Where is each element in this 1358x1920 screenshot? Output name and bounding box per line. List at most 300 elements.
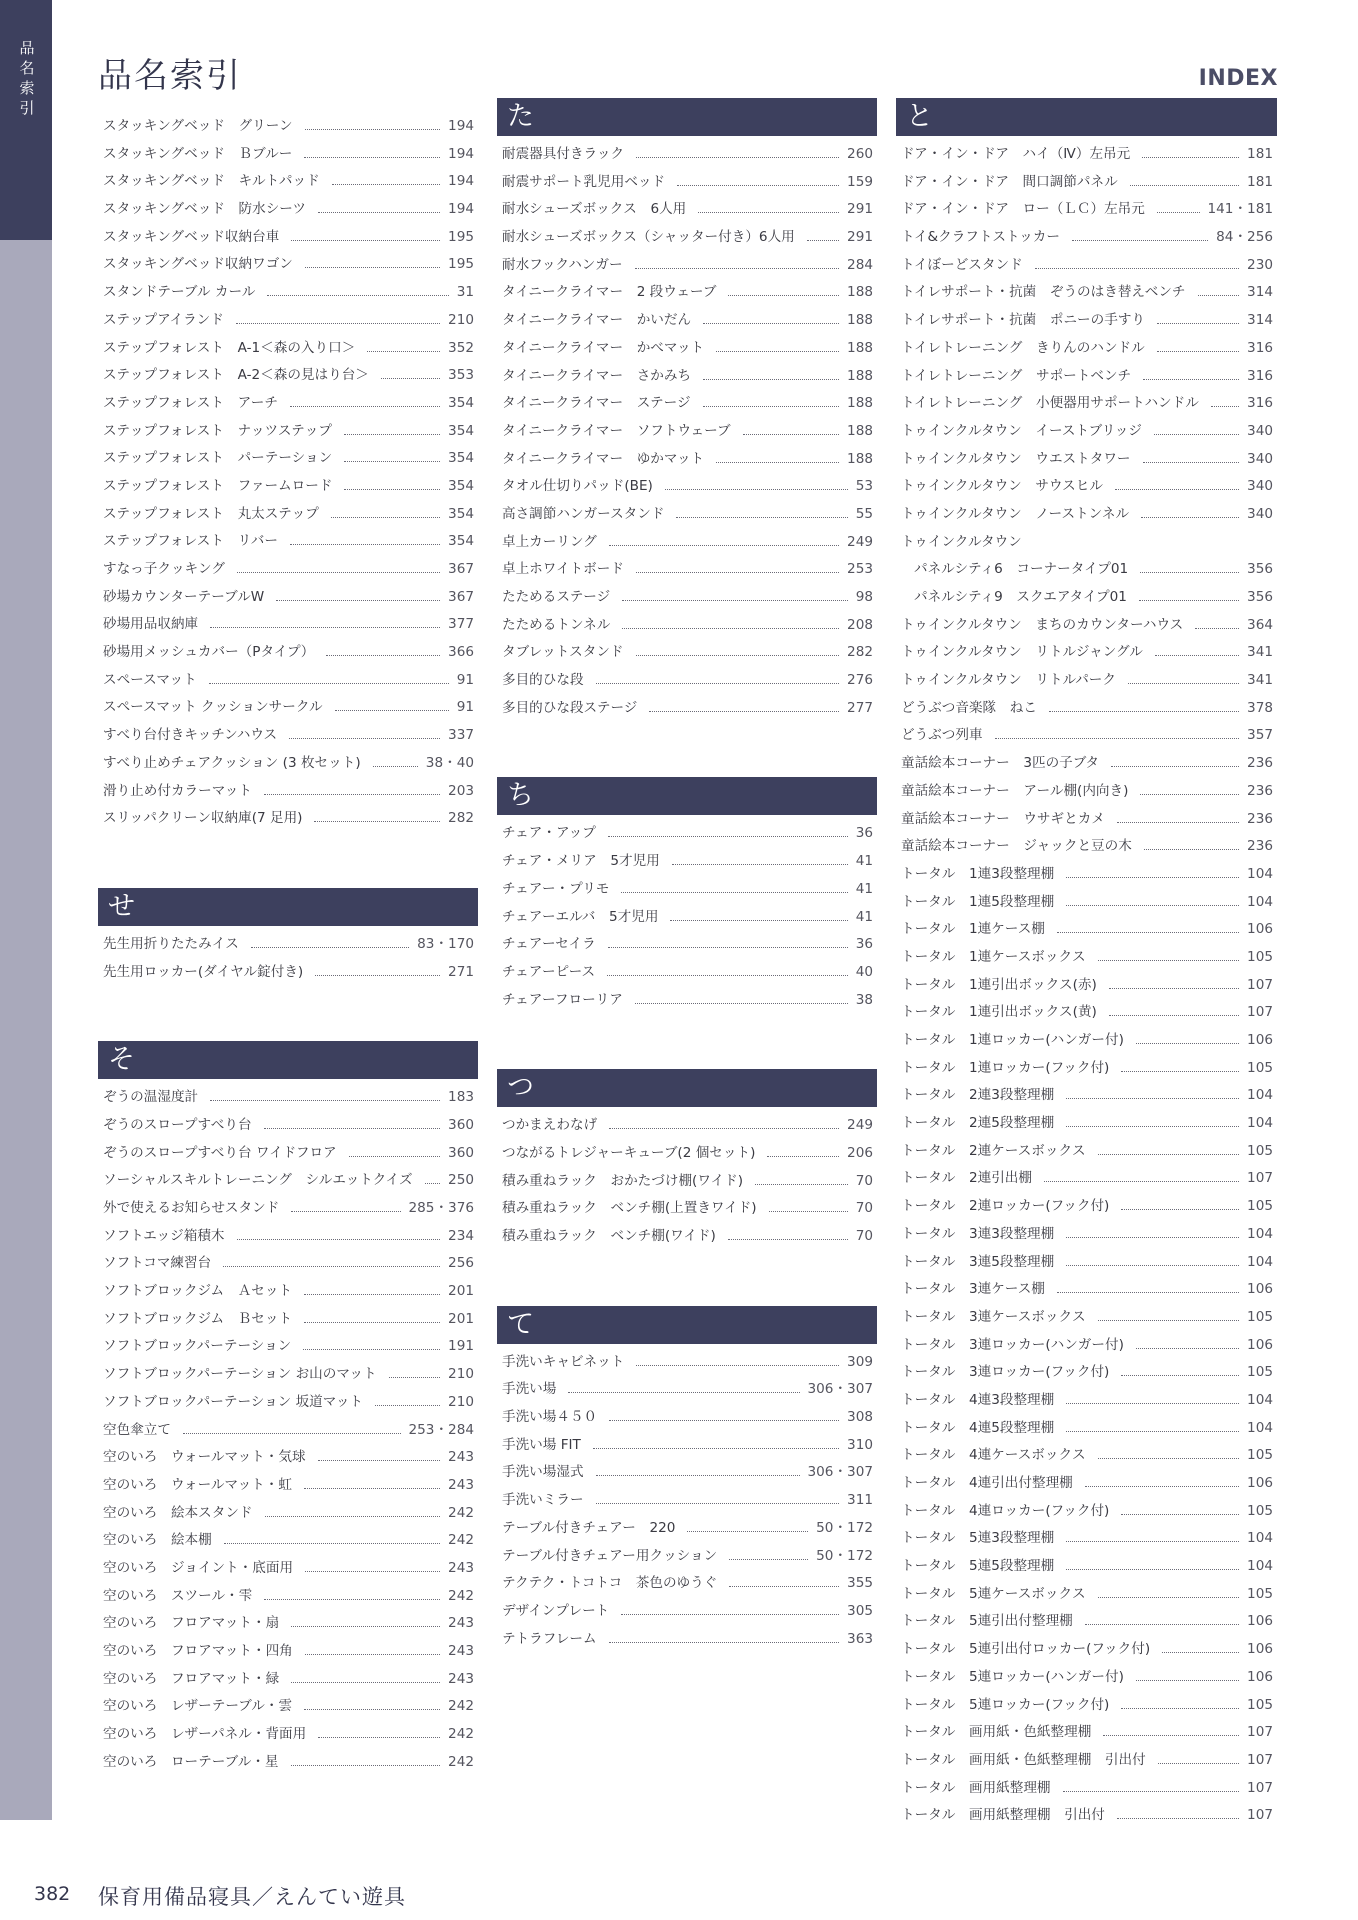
dot-leader [375, 1396, 440, 1406]
index-entry [98, 308, 478, 336]
index-entry [98, 197, 478, 225]
entry-page-number: 104 [1247, 1391, 1273, 1408]
entry-page-number: 249 [847, 1117, 873, 1134]
entry-name: つながるトレジャーキューブ(2 個セット) [502, 1144, 756, 1161]
dot-leader [1154, 425, 1239, 435]
entry-name: トータル 1連引出ボックス(赤) [901, 976, 1097, 993]
index-entry [896, 668, 1277, 696]
entry-page-number: 311 [847, 1492, 873, 1509]
entry-name: トータル 5連5段整理棚 [901, 1558, 1055, 1575]
index-entry [896, 751, 1277, 779]
index-entry [896, 447, 1277, 475]
entry-page-number: 364 [1247, 616, 1273, 633]
dot-leader [1057, 923, 1239, 933]
dot-leader [1211, 397, 1239, 407]
dot-leader [1140, 563, 1239, 573]
dot-leader [609, 1633, 839, 1643]
index-section [497, 1306, 877, 1655]
dot-leader [1121, 1062, 1239, 1072]
index-entry [497, 585, 877, 613]
entry-name: ドア・イン・ドア 間口調節パネル [901, 173, 1118, 190]
entry-page-number: 188 [847, 312, 873, 329]
entry-name: 童話絵本コーナー 3匹の子ブタ [901, 755, 1100, 772]
entry-name: 空のいろ スツール・雫 [103, 1587, 253, 1604]
entry-name: 手洗いキャビネット [502, 1353, 625, 1370]
dot-leader [1121, 1505, 1239, 1515]
entry-name: 積み重ねラック おかたづけ棚(ワイド) [502, 1172, 744, 1189]
entry-page-number: 105 [1247, 1198, 1273, 1215]
dot-leader [636, 148, 839, 158]
index-entry [98, 723, 478, 751]
entry-name: スペースマット [103, 671, 197, 688]
dot-leader [326, 646, 440, 656]
entry-page-number: 91 [456, 699, 474, 716]
dot-leader [373, 757, 418, 767]
section-header: そ [98, 1041, 478, 1079]
index-entry [896, 1609, 1277, 1637]
entry-name: すなっ子クッキング [103, 561, 225, 577]
dot-leader [315, 966, 440, 976]
dot-leader [210, 618, 440, 628]
entry-name: スタンドテーブル カール [103, 284, 256, 301]
index-entry [896, 862, 1277, 890]
entry-page-number: 70 [855, 1172, 873, 1189]
entry-page-number: 243 [448, 1670, 474, 1687]
dot-leader [290, 397, 440, 407]
entry-page-number: 106 [1247, 1613, 1273, 1630]
entry-page-number: 106 [1247, 1336, 1273, 1353]
dot-leader [305, 258, 440, 268]
index-entry [896, 1665, 1277, 1693]
dot-leader [1155, 646, 1239, 656]
entry-page-number: 50・172 [816, 1547, 873, 1564]
index-entry [98, 1141, 478, 1169]
entry-page-number: 210 [448, 1366, 474, 1383]
index-entry [896, 640, 1277, 668]
entry-name: トゥインクルタウン まちのカウンターハウス [901, 616, 1184, 633]
entry-name: 空のいろ ローテーブル・星 [103, 1753, 279, 1770]
index-entry [98, 1611, 478, 1639]
index-entry [497, 988, 877, 1016]
index-column-3 [896, 98, 1277, 1885]
entry-page-number: 276 [847, 672, 873, 689]
dot-leader [264, 785, 440, 795]
entry-name: 卓上カーリング [502, 533, 597, 550]
index-entry [497, 1196, 877, 1224]
dot-leader [636, 1356, 839, 1366]
entry-page-number: 206 [847, 1144, 873, 1161]
index-entry [896, 1776, 1277, 1804]
dot-leader [703, 370, 839, 380]
entry-page-number: 104 [1247, 1419, 1273, 1436]
dot-leader [1140, 785, 1239, 795]
entry-page-number: 194 [448, 145, 474, 162]
entry-page-number: 195 [448, 228, 474, 245]
index-entry [98, 1418, 478, 1446]
entry-name: トイレトレーニング サポートベンチ [901, 367, 1132, 384]
entry-page-number: 314 [1247, 284, 1273, 301]
entry-page-number: 107 [1247, 1724, 1273, 1741]
entry-page-number: 106 [1247, 1641, 1273, 1658]
index-entry [896, 502, 1277, 530]
index-entry [896, 1416, 1277, 1444]
dot-leader [677, 176, 839, 186]
entry-name: トータル 3連ロッカー(フック付) [901, 1364, 1110, 1381]
entry-page-number: 253 [847, 561, 873, 578]
entry-page-number: 106 [1247, 1475, 1273, 1491]
index-entry [497, 1571, 877, 1599]
dot-leader [183, 1424, 401, 1434]
index-entry [98, 751, 478, 779]
entry-name: トータル 4連ケースボックス [901, 1447, 1086, 1464]
entry-name: トゥインクルタウン [901, 533, 1022, 550]
dot-leader [1162, 1643, 1239, 1653]
dot-leader [1111, 757, 1239, 767]
dot-leader [1115, 480, 1239, 490]
dot-leader [608, 827, 848, 837]
section-header: て [497, 1306, 877, 1344]
dot-leader [305, 120, 440, 130]
index-entry [896, 1637, 1277, 1665]
entry-name: タイニークライマー かべマット [502, 339, 705, 356]
entry-page-number: 357 [1247, 727, 1273, 744]
index-entry [497, 1377, 877, 1405]
index-entry [497, 419, 877, 447]
index-entry [896, 1083, 1277, 1111]
entry-name: トータル 4連3段整理棚 [901, 1391, 1055, 1408]
entry-page-number: 53 [855, 478, 873, 495]
entry-name: ソフトコマ練習台 [103, 1255, 212, 1272]
entry-page-number: 98 [855, 589, 873, 605]
index-entry [497, 197, 877, 225]
entry-name: トゥインクルタウン ノーストンネル [901, 505, 1130, 522]
index-entry [497, 280, 877, 308]
entry-name: ソフトエッジ箱積木 [103, 1227, 225, 1244]
page-title: 品名索引 [98, 56, 242, 96]
index-entry [497, 557, 877, 585]
dot-leader [1117, 1809, 1239, 1819]
entry-name: 砂場用メッシュカバー（Pタイプ） [103, 644, 315, 661]
entry-name: チェアーピース [502, 963, 596, 980]
entry-page-number: 105 [1247, 1696, 1273, 1713]
dot-leader [687, 1522, 808, 1532]
entry-name: テクテク・トコトコ 茶色のゆうぐ [502, 1575, 718, 1592]
entry-page-number: 36 [855, 936, 873, 953]
dot-leader [304, 148, 440, 158]
entry-page-number: 208 [847, 616, 873, 633]
entry-page-number: 242 [448, 1587, 474, 1604]
dot-leader [676, 508, 847, 518]
entry-page-number: 104 [1247, 1253, 1273, 1270]
entry-page-number: 84・256 [1216, 229, 1273, 246]
entry-page-number: 243 [448, 1643, 474, 1659]
index-entry [497, 877, 877, 905]
dot-leader [621, 883, 847, 893]
entry-page-number: 105 [1247, 1502, 1273, 1519]
dot-leader [1157, 342, 1239, 352]
entry-name: トータル 5連ケースボックス [901, 1585, 1086, 1602]
entry-page-number: 337 [448, 727, 474, 744]
index-entry [98, 114, 478, 142]
entry-name: ステップアイランド [103, 311, 224, 328]
entry-name: 先生用ロッカー(ダイヤル錠付き) [103, 963, 304, 980]
dot-leader [318, 1728, 440, 1738]
entry-page-number: 284 [847, 256, 873, 273]
entry-name: 空のいろ ウォールマット・虹 [103, 1476, 292, 1493]
entry-name: 空のいろ 絵本スタンド [103, 1504, 253, 1521]
entry-page-number: 104 [1247, 1115, 1273, 1132]
entry-page-number: 106 [1247, 1281, 1273, 1298]
entry-name: トータル 5連引出付ロッカー(フック付) [901, 1641, 1151, 1658]
entry-name: ステップフォレスト アーチ [103, 394, 278, 411]
index-entry [98, 612, 478, 640]
index-entry [497, 170, 877, 198]
entry-name: トゥインクルタウン リトルパーク [901, 672, 1116, 689]
entry-name: 童話絵本コーナー ジャックと豆の木 [901, 838, 1132, 855]
entry-name: ステップフォレスト ファームロード [103, 477, 333, 494]
entry-name: ソフトブロックパーテーション [103, 1338, 292, 1355]
index-entry [497, 960, 877, 988]
entry-page-number: 236 [1247, 782, 1273, 799]
dot-leader [210, 1091, 440, 1101]
index-entry [98, 640, 478, 668]
entry-page-number: 366 [448, 644, 474, 661]
entry-page-number: 105 [1247, 1585, 1273, 1602]
dot-leader [1157, 314, 1239, 324]
dot-leader [672, 855, 848, 865]
index-entry [497, 1516, 877, 1544]
index-entry [896, 723, 1277, 751]
index-entry [497, 308, 877, 336]
dot-leader [1066, 1256, 1239, 1266]
index-entry [98, 1196, 478, 1224]
index-entry [896, 917, 1277, 945]
dot-leader [291, 1617, 440, 1627]
entry-page-number: 194 [448, 118, 474, 134]
index-entry [98, 1251, 478, 1279]
entry-name: 砂場カウンターテーブルW [103, 588, 265, 605]
entry-page-number: 367 [448, 561, 474, 577]
entry-name: トータル 3連ケース棚 [901, 1281, 1045, 1298]
dot-leader [223, 1257, 440, 1267]
dot-leader [1044, 1172, 1239, 1182]
entry-name: 空のいろ 絵本棚 [103, 1532, 212, 1549]
index-entry [896, 945, 1277, 973]
dot-leader [1103, 1726, 1239, 1736]
entry-name: スタッキングベッド収納ワゴン [103, 256, 293, 273]
entry-page-number: 242 [448, 1698, 474, 1715]
entry-page-number: 104 [1247, 865, 1273, 882]
dot-leader [995, 729, 1239, 739]
entry-name: トータル 4連引出付整理棚 [901, 1475, 1073, 1491]
dot-leader [289, 729, 440, 739]
dot-leader [1098, 1145, 1239, 1155]
entry-page-number: 282 [847, 644, 873, 661]
index-entry [98, 1667, 478, 1695]
index-entry [896, 1222, 1277, 1250]
index-entry [98, 142, 478, 170]
entry-name: ソフトブロックジム Ｂセット [103, 1310, 293, 1327]
entry-page-number: 83・170 [417, 935, 474, 952]
index-entry [98, 1224, 478, 1252]
dot-leader [303, 1340, 440, 1350]
index-entry [896, 1250, 1277, 1278]
index-entry [98, 1085, 478, 1113]
entry-name: 滑り止め付カラーマット [103, 782, 252, 799]
entry-page-number: 203 [448, 782, 474, 799]
index-entry [896, 1111, 1277, 1139]
index-entry [98, 1113, 478, 1141]
dot-leader [670, 911, 847, 921]
index-entry [896, 890, 1277, 918]
entry-page-number: 306・307 [807, 1464, 873, 1481]
index-entry [98, 502, 478, 530]
dot-leader [265, 1507, 441, 1517]
dot-leader [1158, 1754, 1239, 1764]
dot-leader [1157, 203, 1200, 213]
dot-leader [621, 1605, 839, 1615]
dot-leader [304, 1479, 440, 1489]
dot-leader [698, 203, 839, 213]
dot-leader [608, 938, 848, 948]
entry-page-number: 104 [1247, 1087, 1273, 1104]
dot-leader [1117, 813, 1239, 823]
dot-leader [314, 812, 440, 822]
dot-leader [1066, 896, 1239, 906]
entry-name: トータル 3連3段整理棚 [901, 1225, 1055, 1242]
entry-page-number: 291 [847, 229, 873, 246]
entry-page-number: 104 [1247, 1558, 1273, 1575]
entry-page-number: 105 [1247, 1447, 1273, 1464]
index-entry [497, 1488, 877, 1516]
entry-name: 空のいろ ウォールマット・気球 [103, 1449, 306, 1466]
entry-page-number: 340 [1247, 505, 1273, 522]
dot-leader [622, 591, 847, 601]
index-entry [896, 1305, 1277, 1333]
entry-page-number: 181 [1247, 173, 1273, 190]
entry-page-number: 340 [1247, 422, 1273, 439]
index-entry [497, 849, 877, 877]
dot-leader [304, 1700, 440, 1710]
index-entry [98, 419, 478, 447]
index-entry [896, 1194, 1277, 1222]
entry-name: デザインプレート [502, 1602, 610, 1619]
entry-name: ドア・イン・ドア ハイ（Ⅳ）左吊元 [901, 146, 1131, 162]
dot-leader [344, 480, 440, 490]
entry-page-number: 210 [448, 1393, 474, 1410]
dot-leader [251, 938, 409, 948]
index-entry [896, 1166, 1277, 1194]
dot-leader [1063, 1782, 1240, 1792]
index-entry [896, 225, 1277, 253]
index-entry [497, 1627, 877, 1655]
entry-name: トータル 4連5段整理棚 [901, 1419, 1055, 1436]
entry-name: スタッキングベッド Ｂブルー [103, 145, 293, 162]
dot-leader [1066, 1117, 1239, 1127]
dot-leader [596, 1466, 800, 1476]
index-entry [896, 1748, 1277, 1776]
index-entry [98, 169, 478, 197]
index-entry [497, 1169, 877, 1197]
entry-name: スタッキングベッド グリーン [103, 118, 293, 134]
entry-page-number: 236 [1247, 838, 1273, 855]
dot-leader [1035, 259, 1239, 269]
index-entry [896, 807, 1277, 835]
entry-name: 空色傘立て [103, 1421, 171, 1438]
dot-leader [1143, 453, 1240, 463]
entry-name: すべり台付きキッチンハウス [103, 727, 278, 744]
entry-name: 卓上ホワイトボード [502, 561, 624, 578]
entry-name: テーブル付きチェアー用クッション [502, 1547, 718, 1564]
index-entry [98, 1694, 478, 1722]
entry-name: ステップフォレスト パーテーション [103, 450, 333, 467]
dot-leader [291, 1673, 440, 1683]
index-entry [98, 280, 478, 308]
entry-name: トゥインクルタウン サウスヒル [901, 478, 1103, 495]
entry-name: 童話絵本コーナー ウサギとカメ [901, 810, 1105, 827]
entry-name: ソフトブロックジム Ａセット [103, 1283, 293, 1300]
entry-name: ソフトブロックパーテーション お山のマット [103, 1366, 377, 1383]
dot-leader [264, 1119, 440, 1129]
index-entry [98, 585, 478, 613]
index-entry [98, 1556, 478, 1584]
dot-leader [609, 536, 839, 546]
index-entry [896, 253, 1277, 281]
entry-page-number: 181 [1247, 146, 1273, 162]
index-entry [896, 1333, 1277, 1361]
entry-name: スペースマット クッションサークル [103, 699, 323, 716]
entry-name: タイニークライマー 2 段ウェーブ [502, 284, 717, 301]
dot-leader [622, 619, 839, 629]
dot-leader [344, 425, 440, 435]
dot-leader [1136, 1034, 1239, 1044]
entry-page-number: 38・40 [425, 754, 474, 771]
entry-page-number: 260 [847, 146, 873, 162]
entry-name: トータル 3連5段整理棚 [901, 1253, 1055, 1270]
entry-page-number: 355 [847, 1575, 873, 1592]
index-entry [896, 1803, 1277, 1831]
entry-name: トイぼーどスタンド [901, 256, 1023, 273]
entry-name: 耐水シューズボックス 6人用 [502, 201, 687, 218]
entry-page-number: 243 [448, 1449, 474, 1466]
index-entry [896, 1693, 1277, 1721]
entry-name: パネルシティ6 コーナータイプ01 [914, 561, 1129, 578]
index-entry [896, 1526, 1277, 1554]
entry-name: ドア・イン・ドア ロー（ＬＣ）左吊元 [901, 201, 1145, 218]
entry-page-number: 105 [1247, 1059, 1273, 1076]
index-entry [896, 834, 1277, 862]
index-entry [896, 1720, 1277, 1748]
index-entry [497, 1405, 877, 1433]
entry-name: トータル 2連ケースボックス [901, 1142, 1086, 1159]
entry-page-number: 195 [448, 256, 474, 273]
entry-name: 積み重ねラック ベンチ棚(ワイド) [502, 1228, 716, 1244]
entry-page-number: 188 [847, 367, 873, 384]
dot-leader [665, 480, 848, 490]
dot-leader [568, 1383, 799, 1393]
entry-name: トータル 1連ケース棚 [901, 921, 1045, 938]
entry-page-number: 291 [847, 201, 873, 218]
index-entry [98, 1390, 478, 1418]
entry-name: トータル 画用紙整理棚 引出付 [901, 1807, 1105, 1824]
entry-page-number: 360 [448, 1144, 474, 1161]
dot-leader [291, 1202, 400, 1212]
entry-name: 耐水フックハンガー [502, 256, 623, 273]
entry-name: トータル 画用紙整理棚 [901, 1779, 1051, 1796]
index-entry [497, 1460, 877, 1488]
entry-page-number: 70 [855, 1200, 873, 1217]
entry-name: たためるトンネル [502, 616, 611, 633]
